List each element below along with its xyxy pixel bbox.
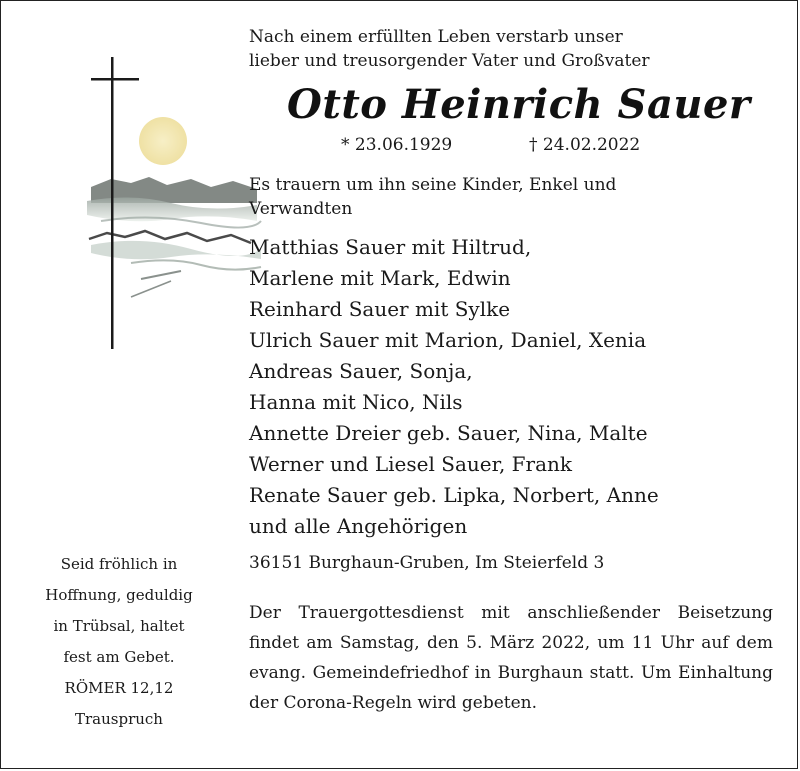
address: 36151 Burghaun-Gruben, Im Steierfeld 3 (249, 553, 605, 573)
sun-icon (139, 117, 187, 165)
bible-verse (31, 549, 207, 735)
intro-text (249, 25, 650, 73)
verse-line: Seid fröhlich in (60, 555, 178, 573)
family-entry: und alle Angehörigen (249, 514, 468, 538)
verse-line: Hoffnung, geduldig (45, 586, 193, 604)
family-entry: Ulrich Sauer mit Marion, Daniel, Xenia (249, 328, 647, 352)
family-list (249, 232, 659, 542)
mourners-intro-line: Es trauern um ihn seine Kinder, Enkel und (249, 175, 617, 195)
mourners-intro (249, 173, 616, 221)
landscape-artwork (61, 53, 271, 353)
intro-line: Nach einem erfüllten Leben verstarb unser (249, 27, 623, 47)
family-entry: Andreas Sauer, Sonja, (249, 359, 473, 383)
verse-reference: RÖMER 12,12 (64, 679, 174, 697)
mourners-intro-line: Verwandten (249, 199, 353, 219)
family-entry: Hanna mit Nico, Nils (249, 390, 463, 414)
family-entry: Matthias Sauer mit Hiltrud, (249, 235, 532, 259)
verse-line: fest am Gebet. (63, 648, 175, 666)
death-date: † 24.02.2022 (529, 135, 641, 155)
birth-date: * 23.06.1929 (341, 135, 453, 155)
service-info: Der Trauergottesdienst mit anschließender Beisetzung findet am Samstag, den 5. März 2022, um 11 Uhr auf dem evang. Gemeindefriedhof in Burghaun statt. Um Einhaltung der Corona-Regeln wird gebeten. (249, 603, 773, 713)
family-entry: Reinhard Sauer mit Sylke (249, 297, 511, 321)
family-entry: Annette Dreier geb. Sauer, Nina, Malte (249, 421, 648, 445)
verse-note: Trauspruch (75, 710, 163, 728)
family-entry: Werner und Liesel Sauer, Frank (249, 452, 573, 476)
verse-line: in Trübsal, haltet (53, 617, 185, 635)
deceased-name: Otto Heinrich Sauer (287, 81, 751, 128)
family-entry: Renate Sauer geb. Lipka, Norbert, Anne (249, 483, 659, 507)
intro-line: lieber und treusorgender Vater und Großvater (249, 51, 650, 71)
family-entry: Marlene mit Mark, Edwin (249, 266, 511, 290)
